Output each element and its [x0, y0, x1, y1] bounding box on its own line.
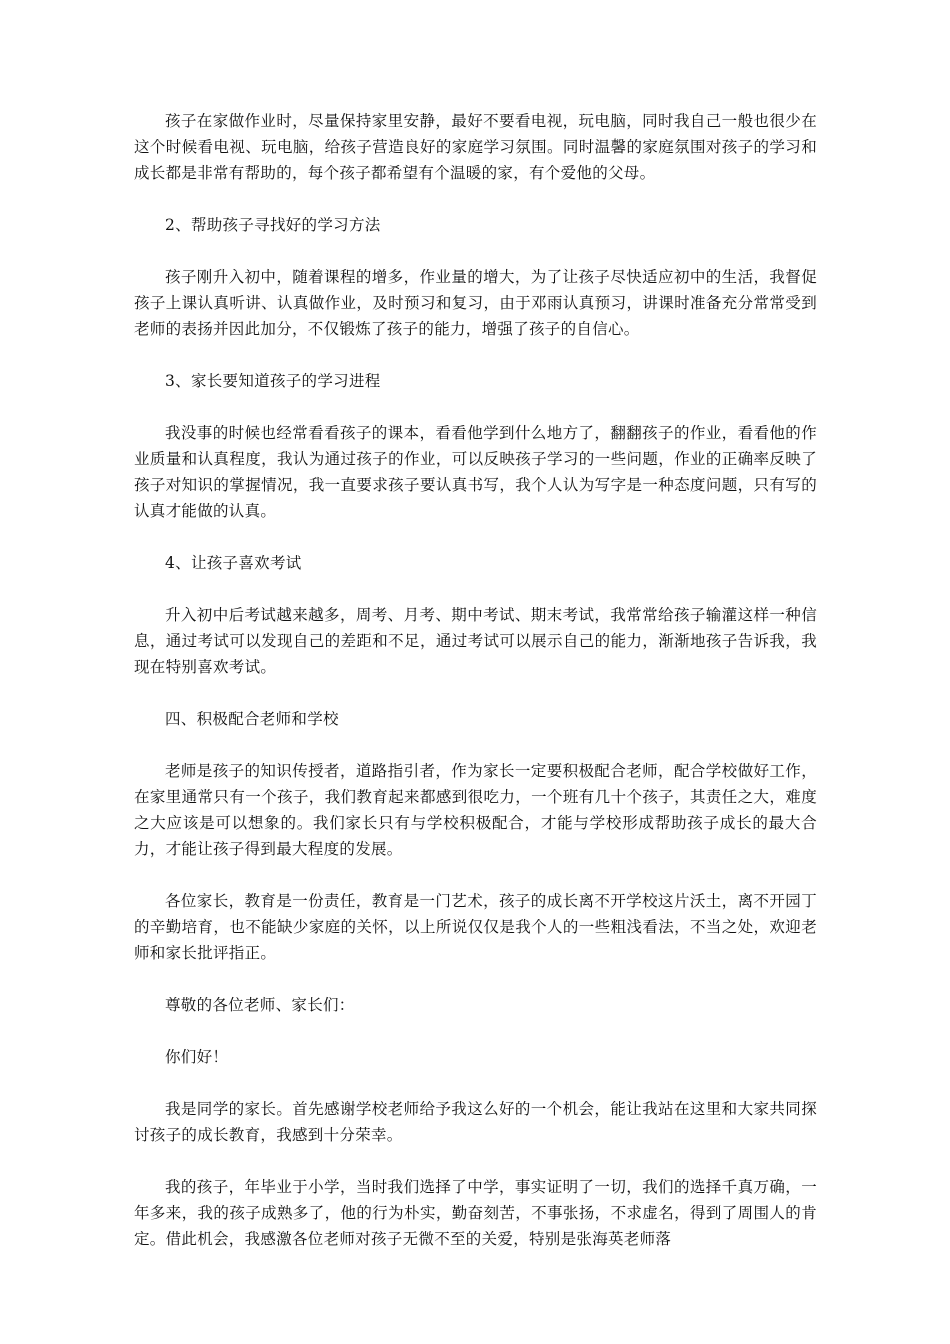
section-heading-study-progress: 3、家长要知道孩子的学习进程 — [165, 372, 381, 390]
paragraph-study-methods: 孩子刚升入初中，随着课程的增多，作业量的增大，为了让孩子尽快适应初中的生活，我督促孩子上课认真听讲、认真做作业，及时预习和复习，由于邓雨认真预习，讲课时准备充分常常受到老师的表扬并因此加分，不仅锻炼了孩子的能力，增强了孩子的自信心。 — [134, 268, 817, 338]
paragraph-my-child: 我的孩子，年毕业于小学，当时我们选择了中学，事实证明了一切，我们的选择千真万确，一年多来，我的孩子成熟多了，他的行为朴实，勤奋刻苦，不事张扬，不求虚名，得到了周围人的肯定。借此机会，我感激各位老师对孩子无微不至的关爱，特别是张海英老师落 — [134, 1178, 817, 1248]
paragraph-enjoy-exams: 升入初中后考试越来越多，周考、月考、期中考试、期末考试，我常常给孩子输灌这样一种信息，通过考试可以发现自己的差距和不足，通过考试可以展示自己的能力，渐渐地孩子告诉我，我现在特别喜欢考试。 — [134, 606, 817, 676]
paragraph-study-progress: 我没事的时候也经常看看孩子的课本，看看他学到什么地方了，翻翻孩子的作业，看看他的作业质量和认真程度，我认为通过孩子的作业，可以反映孩子学习的一些问题，作业的正确率反映了孩子对知识的掌握情况，我一直要求孩子要认真书写，我个人认为写字是一种态度问题，只有写的认真才能做的认真。 — [134, 424, 817, 520]
paragraph-introduction: 我是同学的家长。首先感谢学校老师给予我这么好的一个机会，能让我站在这里和大家共同探讨孩子的成长教育，我感到十分荣幸。 — [134, 1100, 817, 1144]
document-page — [134, 108, 817, 1278]
greeting-line: 你们好！ — [165, 1048, 229, 1066]
section-heading-enjoy-exams: 4、让孩子喜欢考试 — [165, 554, 302, 572]
paragraph-homework-environment: 孩子在家做作业时，尽量保持家里安静，最好不要看电视，玩电脑，同时我自己一般也很少在这个时候看电视、玩电脑，给孩子营造良好的家庭学习氛围。同时温馨的家庭氛围对孩子的学习和成长都是非常有帮助的，每个孩子都希望有个温暖的家，有个爱他的父母。 — [134, 112, 817, 182]
paragraph-cooperate-school: 老师是孩子的知识传授者，道路指引者，作为家长一定要积极配合老师，配合学校做好工作，在家里通常只有一个孩子，我们教育起来都感到很吃力，一个班有几十个孩子，其责任之大，难度之大应该是可以想象的。我们家长只有与学校积极配合，才能与学校形成帮助孩子成长的最大合力，才能让孩子得到最大程度的发展。 — [134, 762, 817, 858]
salutation-line: 尊敬的各位老师、家长们： — [165, 996, 355, 1014]
section-heading-cooperate-school: 四、积极配合老师和学校 — [165, 710, 339, 728]
paragraph-closing-remarks: 各位家长，教育是一份责任，教育是一门艺术，孩子的成长离不开学校这片沃土，离不开园丁的辛勤培育，也不能缺少家庭的关怀，以上所说仅仅是我个人的一些粗浅看法，不当之处，欢迎老师和家长批评指正。 — [134, 892, 817, 962]
section-heading-study-methods: 2、帮助孩子寻找好的学习方法 — [165, 216, 381, 234]
